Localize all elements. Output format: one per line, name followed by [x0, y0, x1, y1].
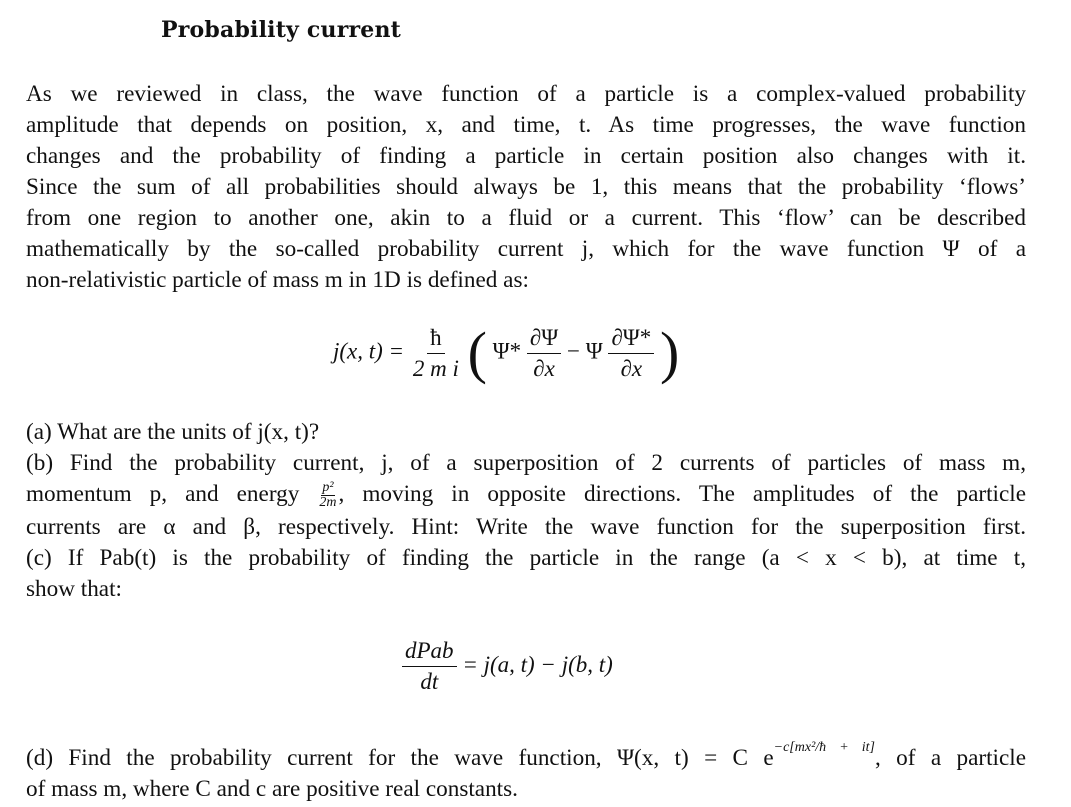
wavefunction-exponent: −c[mx²/ħ + it]	[773, 740, 875, 755]
left-paren: (	[467, 320, 487, 385]
questions-block	[26, 417, 1026, 605]
eq2-rhs: = j(a, t) − j(b, t)	[462, 651, 613, 677]
energy-fraction	[319, 481, 336, 510]
intro-line: amplitude that depends on position, x, and time, t. As time progresses, the wave function	[26, 112, 1026, 138]
intro-line: changes and the probability of finding a particle in certain position also changes with it.	[26, 143, 1026, 169]
dpab-equation	[402, 638, 613, 695]
eq1-d1-den: ∂x	[533, 355, 555, 381]
question-d-block	[26, 732, 1026, 805]
eq1-lhs: j(x, t) =	[333, 338, 405, 364]
question-a: (a) What are the units of j(x, t)?	[26, 419, 320, 445]
energy-den: 2m	[319, 495, 337, 511]
intro-line: mathematically by the so-called probability current j, which for the wave function Ψ of a	[26, 236, 1026, 262]
eq2-den: dt	[420, 669, 439, 694]
probability-current-equation	[333, 320, 680, 385]
eq1-derivative-1	[527, 325, 561, 382]
question-d-text: (d) Find the probability current for the wave function, Ψ(x, t) = C e	[26, 745, 774, 771]
intro-line: Since the sum of all probabilities should always be 1, this means that the probability ‘flows’	[26, 174, 1026, 200]
page-title: Probability current	[161, 17, 402, 43]
eq1-minus-psi: − Ψ	[566, 338, 603, 364]
question-b-line: currents are α and β, respectively. Hint: Write the wave function for the superposition first.	[26, 514, 1026, 540]
intro-line: As we reviewed in class, the wave function of a particle is a complex-valued probability	[26, 81, 1026, 107]
eq1-prefactor-num: ħ	[427, 325, 445, 354]
eq2-num: dPab	[402, 638, 457, 667]
question-b-line	[26, 479, 1026, 512]
intro-paragraph	[26, 79, 1026, 296]
eq1-prefactor-den: 2 m i	[412, 355, 459, 381]
eq1-d1-num: ∂Ψ	[527, 325, 561, 354]
question-d-line	[26, 732, 1026, 774]
eq1-d2-num: ∂Ψ*	[608, 325, 654, 354]
eq1-d2-den: ∂x	[620, 355, 643, 381]
energy-num: p²	[322, 480, 334, 496]
question-c-line: (c) If Pab(t) is the probability of finding the particle in the range (a < x < b), at time t,	[26, 545, 1026, 571]
right-paren: )	[660, 320, 680, 385]
question-d-text: , of a particle	[874, 745, 1027, 771]
question-b-text: momentum p, and energy	[26, 481, 300, 507]
intro-line: from one region to another one, akin to a fluid or a current. This ‘flow’ can be described	[26, 205, 1026, 231]
intro-line: non-relativistic particle of mass m in 1D is defined as:	[26, 267, 529, 293]
eq1-derivative-2	[608, 325, 654, 382]
question-b-line: (b) Find the probability current, j, of a superposition of 2 currents of particles of mass m,	[26, 450, 1026, 476]
eq1-prefactor	[410, 325, 462, 382]
eq1-psi-star: Ψ*	[492, 338, 522, 364]
question-c-line: show that:	[26, 576, 122, 602]
question-d-line: of mass m, where C and c are positive real constants.	[26, 776, 518, 802]
question-b-text: , moving in opposite directions. The amplitudes of the particle	[338, 481, 1026, 507]
eq2-fraction	[402, 638, 457, 695]
